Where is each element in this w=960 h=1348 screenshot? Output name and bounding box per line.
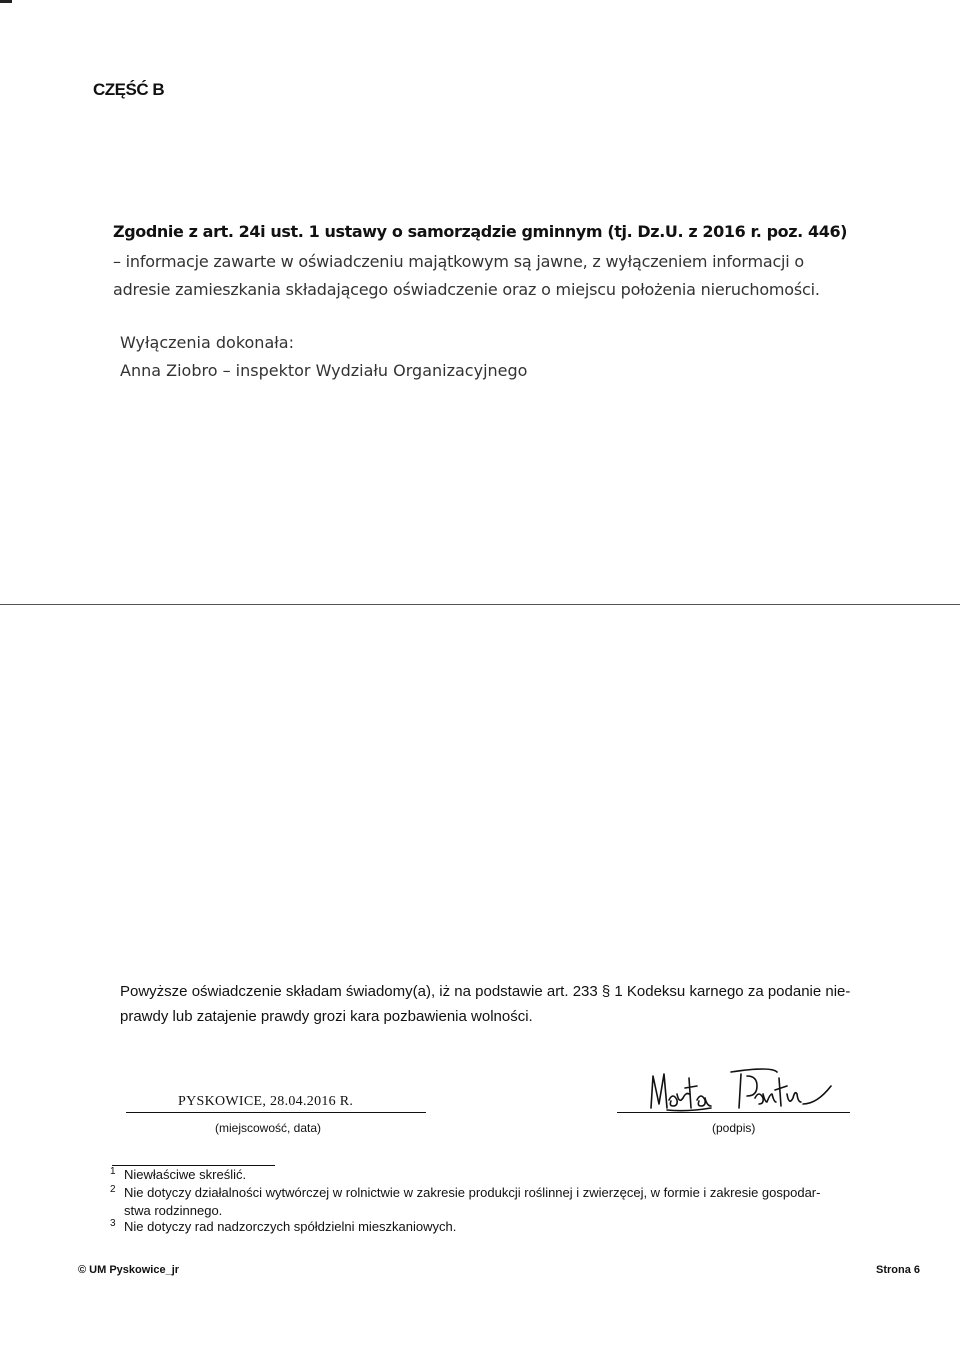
- info-line-1: – informacje zawarte w oświadczeniu majątkowym są jawne, z wyłączeniem informacji o: [113, 252, 805, 271]
- place-date: PYSKOWICE, 28.04.2016 R.: [178, 1094, 354, 1109]
- footnote-text: Niewłaściwe skreślić.: [124, 1167, 247, 1182]
- signature-line: [617, 1112, 850, 1113]
- footnote-3: $^3$ Nie dotyczy rad nadzorczych spółdzielni mieszkaniowych.: [110, 1217, 457, 1234]
- legal-basis: Zgodnie z art. 24i ust. 1 ustawy o samorządzie gminnym (tj. Dz.U. z 2016 r. poz. 446): [113, 222, 848, 241]
- footnote-2: $^2$ Nie dotyczy działalności wytwórczej w rolnictwie w zakresie produkcji roślinnej i zwierzęcej, w formie i zakresie gospodar-: [110, 1183, 821, 1200]
- place-date-line: [126, 1112, 426, 1113]
- footnote-1: $^1$ Niewłaściwe skreślić.: [110, 1165, 247, 1182]
- place-date-caption: (miejscowość, data): [215, 1121, 322, 1135]
- signature-caption: (podpis): [712, 1121, 756, 1135]
- footer-copyright: © UM Pyskowice_jr: [78, 1264, 180, 1276]
- footnote-text: Nie dotyczy działalności wytwórczej w rolnictwie w zakresie produkcji roślinnej i zwierzęcej, w formie i zakresie gospodar-: [124, 1185, 821, 1200]
- exclusion-person: Anna Ziobro – inspektor Wydziału Organizacyjnego: [120, 361, 528, 380]
- footnote-2-continuation: stwa rodzinnego.: [124, 1203, 223, 1218]
- footnote-text: Nie dotyczy rad nadzorczych spółdzielni mieszkaniowych.: [124, 1219, 457, 1234]
- statement-line-2: prawdy lub zatajenie prawdy grozi kara pozbawienia wolności.: [120, 1008, 533, 1025]
- section-title: CZĘŚĆ B: [93, 80, 165, 99]
- handwritten-signature: [647, 1064, 847, 1119]
- statement-line-1: Powyższe oświadczenie składam świadomy(a), iż na podstawie art. 233 § 1 Kodeksu karnego za podanie nie-: [120, 983, 851, 1000]
- scan-corner-mark: [0, 0, 12, 3]
- footnote-separator: [112, 1165, 275, 1166]
- section-divider: [0, 604, 960, 605]
- exclusion-label: Wyłączenia dokonała:: [120, 333, 294, 352]
- footer-page-number: Strona 6: [876, 1264, 921, 1276]
- info-line-2: adresie zamieszkania składającego oświadczenie oraz o miejscu położenia nieruchomości.: [113, 280, 820, 299]
